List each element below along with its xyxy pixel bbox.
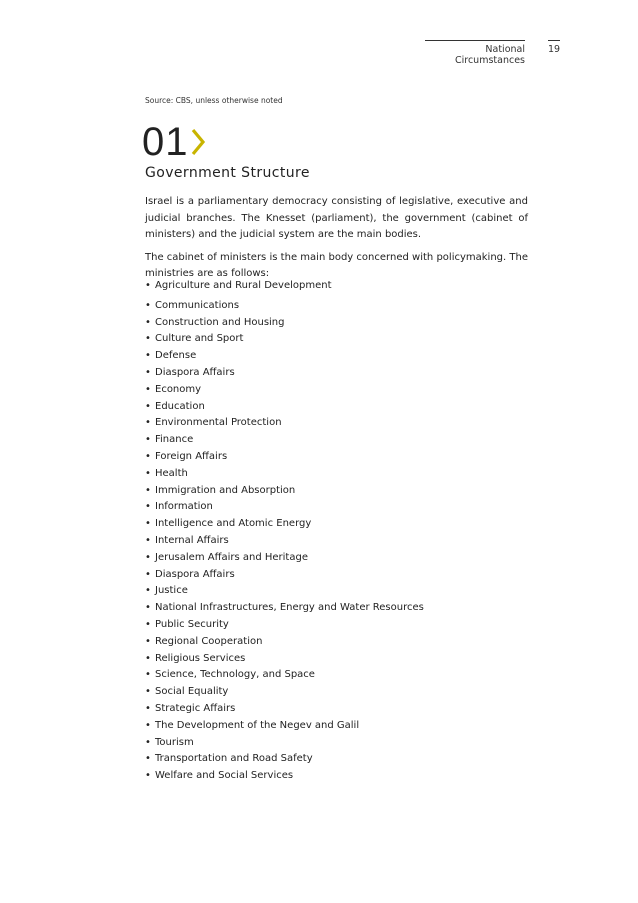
list-item	[145, 365, 424, 382]
ministry-name: Defense	[155, 350, 197, 362]
ministry-name: Diaspora Affairs	[155, 568, 235, 580]
ministry-name: Immigration and Absorption	[155, 484, 296, 496]
bullet-icon: •	[145, 669, 151, 681]
list-item	[145, 432, 424, 449]
paragraph-intro: Israel is a parliamentary democracy consisting of legislative, executive and judicial branches. The Knesset (parliament), the government (cabinet of ministers) and the judicial system are the main bodies.	[145, 196, 528, 240]
bullet-icon: •	[145, 736, 151, 748]
ministry-name: Education	[155, 400, 205, 412]
chapter-heading	[142, 122, 206, 162]
bullet-icon: •	[145, 652, 151, 664]
list-item	[145, 415, 424, 432]
list-item	[145, 382, 424, 399]
list-item	[145, 651, 424, 668]
ministry-name: Information	[155, 501, 213, 513]
bullet-icon: •	[145, 316, 151, 328]
ministry-name: Finance	[155, 434, 194, 446]
bullet-icon: •	[145, 719, 151, 731]
ministry-name: Public Security	[155, 618, 229, 630]
ministry-name: Strategic Affairs	[155, 702, 236, 714]
bullet-icon: •	[145, 484, 151, 496]
ministry-name: Economy	[155, 383, 202, 395]
bullet-icon: •	[145, 299, 151, 311]
bullet-icon: •	[145, 434, 151, 446]
paragraph-cabinet: The cabinet of ministers is the main body concerned with policymaking. The ministries are as follows:	[145, 251, 528, 279]
ministry-name: Environmental Protection	[155, 417, 282, 429]
ministry-name: Agriculture and Rural Development	[155, 280, 332, 291]
ministry-name: Communications	[155, 299, 240, 311]
ministry-name: Transportation and Road Safety	[155, 753, 313, 765]
list-item	[145, 567, 424, 584]
bullet-icon: •	[145, 635, 151, 647]
list-item	[145, 617, 424, 634]
bullet-icon: •	[145, 551, 151, 563]
list-item	[145, 499, 424, 516]
list-item	[145, 751, 424, 768]
ministry-name: The Development of the Negev and Galil	[155, 719, 360, 731]
bullet-icon: •	[145, 702, 151, 714]
list-item	[145, 315, 424, 332]
list-item	[145, 278, 424, 298]
ministry-name: Social Equality	[155, 686, 229, 698]
list-item	[145, 466, 424, 483]
section-title: Government Structure	[145, 165, 310, 181]
bullet-icon: •	[145, 467, 151, 479]
bullet-icon: •	[145, 534, 151, 546]
ministry-name: Construction and Housing	[155, 316, 285, 328]
list-item	[145, 634, 424, 651]
ministry-name: Welfare and Social Services	[155, 770, 294, 782]
ministry-name: Regional Cooperation	[155, 635, 263, 647]
bullet-icon: •	[145, 383, 151, 395]
list-item	[145, 735, 424, 752]
list-item	[145, 483, 424, 500]
bullet-icon: •	[145, 366, 151, 378]
ministry-name: Health	[155, 467, 188, 479]
bullet-icon: •	[145, 568, 151, 580]
bullet-icon: •	[145, 686, 151, 698]
ministry-name: Internal Affairs	[155, 534, 229, 546]
list-item	[145, 667, 424, 684]
list-item	[145, 768, 424, 785]
bullet-icon: •	[145, 417, 151, 429]
list-item	[145, 533, 424, 550]
bullet-icon: •	[145, 518, 151, 530]
list-item	[145, 684, 424, 701]
page-number: 19	[548, 40, 560, 55]
ministry-name: Jerusalem Affairs and Heritage	[155, 551, 308, 563]
bullet-icon: •	[145, 585, 151, 597]
list-item	[145, 516, 424, 533]
ministry-name: Science, Technology, and Space	[155, 669, 315, 681]
ministry-list	[145, 278, 424, 785]
list-item	[145, 583, 424, 600]
list-item	[145, 600, 424, 617]
bullet-icon: •	[145, 753, 151, 765]
list-item	[145, 701, 424, 718]
chapter-number: 01	[142, 120, 189, 164]
list-item	[145, 331, 424, 348]
ministry-name: Foreign Affairs	[155, 450, 228, 462]
running-header-section: National Circumstances	[425, 40, 525, 66]
bullet-icon: •	[145, 400, 151, 412]
list-item	[145, 399, 424, 416]
list-item	[145, 550, 424, 567]
bullet-icon: •	[145, 350, 151, 362]
ministry-name: Culture and Sport	[155, 333, 244, 345]
bullet-icon: •	[145, 501, 151, 513]
list-item	[145, 348, 424, 365]
body-text	[145, 194, 528, 289]
bullet-icon: •	[145, 618, 151, 630]
ministry-name: Tourism	[155, 736, 194, 748]
bullet-icon: •	[145, 770, 151, 782]
ministry-name: Diaspora Affairs	[155, 366, 235, 378]
list-item	[145, 449, 424, 466]
ministry-name: Religious Services	[155, 652, 246, 664]
ministry-name: National Infrastructures, Energy and Water Resources	[155, 602, 424, 614]
list-item	[145, 298, 424, 315]
chevron-right-icon	[190, 127, 206, 157]
source-note: Source: CBS, unless otherwise noted	[145, 96, 283, 105]
ministry-name: Justice	[155, 585, 188, 597]
bullet-icon: •	[145, 280, 151, 291]
ministry-name: Intelligence and Atomic Energy	[155, 518, 312, 530]
bullet-icon: •	[145, 450, 151, 462]
bullet-icon: •	[145, 333, 151, 345]
bullet-icon: •	[145, 602, 151, 614]
list-item	[145, 718, 424, 735]
